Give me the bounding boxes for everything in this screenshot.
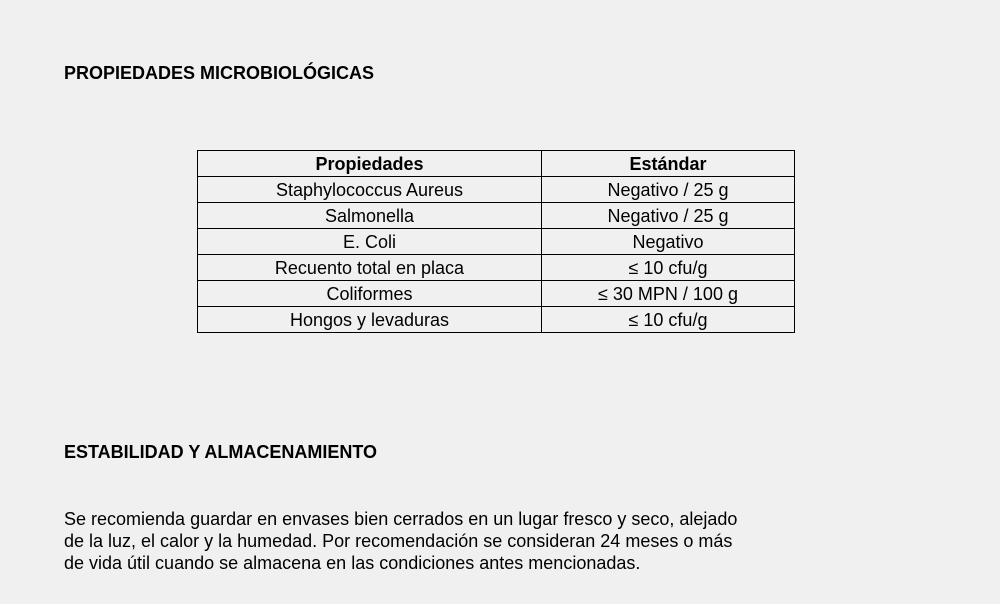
table-row — [198, 307, 795, 333]
column-header-propiedades: Propiedades — [198, 151, 542, 177]
property-cell: Salmonella — [198, 203, 542, 229]
section-title-microbiological: PROPIEDADES MICROBIOLÓGICAS — [64, 63, 375, 83]
table-row — [198, 255, 795, 281]
table-row — [198, 177, 795, 203]
standard-cell: ≤ 30 MPN / 100 g — [542, 281, 795, 307]
table-row — [198, 203, 795, 229]
stability-paragraph — [64, 508, 944, 574]
table-header-row — [198, 151, 795, 177]
microbiological-properties-table — [197, 150, 795, 333]
standard-cell: ≤ 10 cfu/g — [542, 307, 795, 333]
property-cell: Hongos y levaduras — [198, 307, 542, 333]
property-cell: Coliformes — [198, 281, 542, 307]
standard-cell: Negativo — [542, 229, 795, 255]
table-row — [198, 281, 795, 307]
paragraph-line: de vida útil cuando se almacena en las condiciones antes mencionadas. — [64, 553, 641, 573]
standard-cell: Negativo / 25 g — [542, 203, 795, 229]
property-cell: Recuento total en placa — [198, 255, 542, 281]
paragraph-line: de la luz, el calor y la humedad. Por recomendación se consideran 24 meses o más — [64, 531, 733, 551]
table-row — [198, 229, 795, 255]
standard-cell: ≤ 10 cfu/g — [542, 255, 795, 281]
paragraph-line: Se recomienda guardar en envases bien cerrados en un lugar fresco y seco, alejado — [64, 509, 738, 529]
column-header-estandar: Estándar — [542, 151, 795, 177]
property-cell: E. Coli — [198, 229, 542, 255]
standard-cell: Negativo / 25 g — [542, 177, 795, 203]
property-cell: Staphylococcus Aureus — [198, 177, 542, 203]
section-title-stability: ESTABILIDAD Y ALMACENAMIENTO — [64, 442, 378, 462]
